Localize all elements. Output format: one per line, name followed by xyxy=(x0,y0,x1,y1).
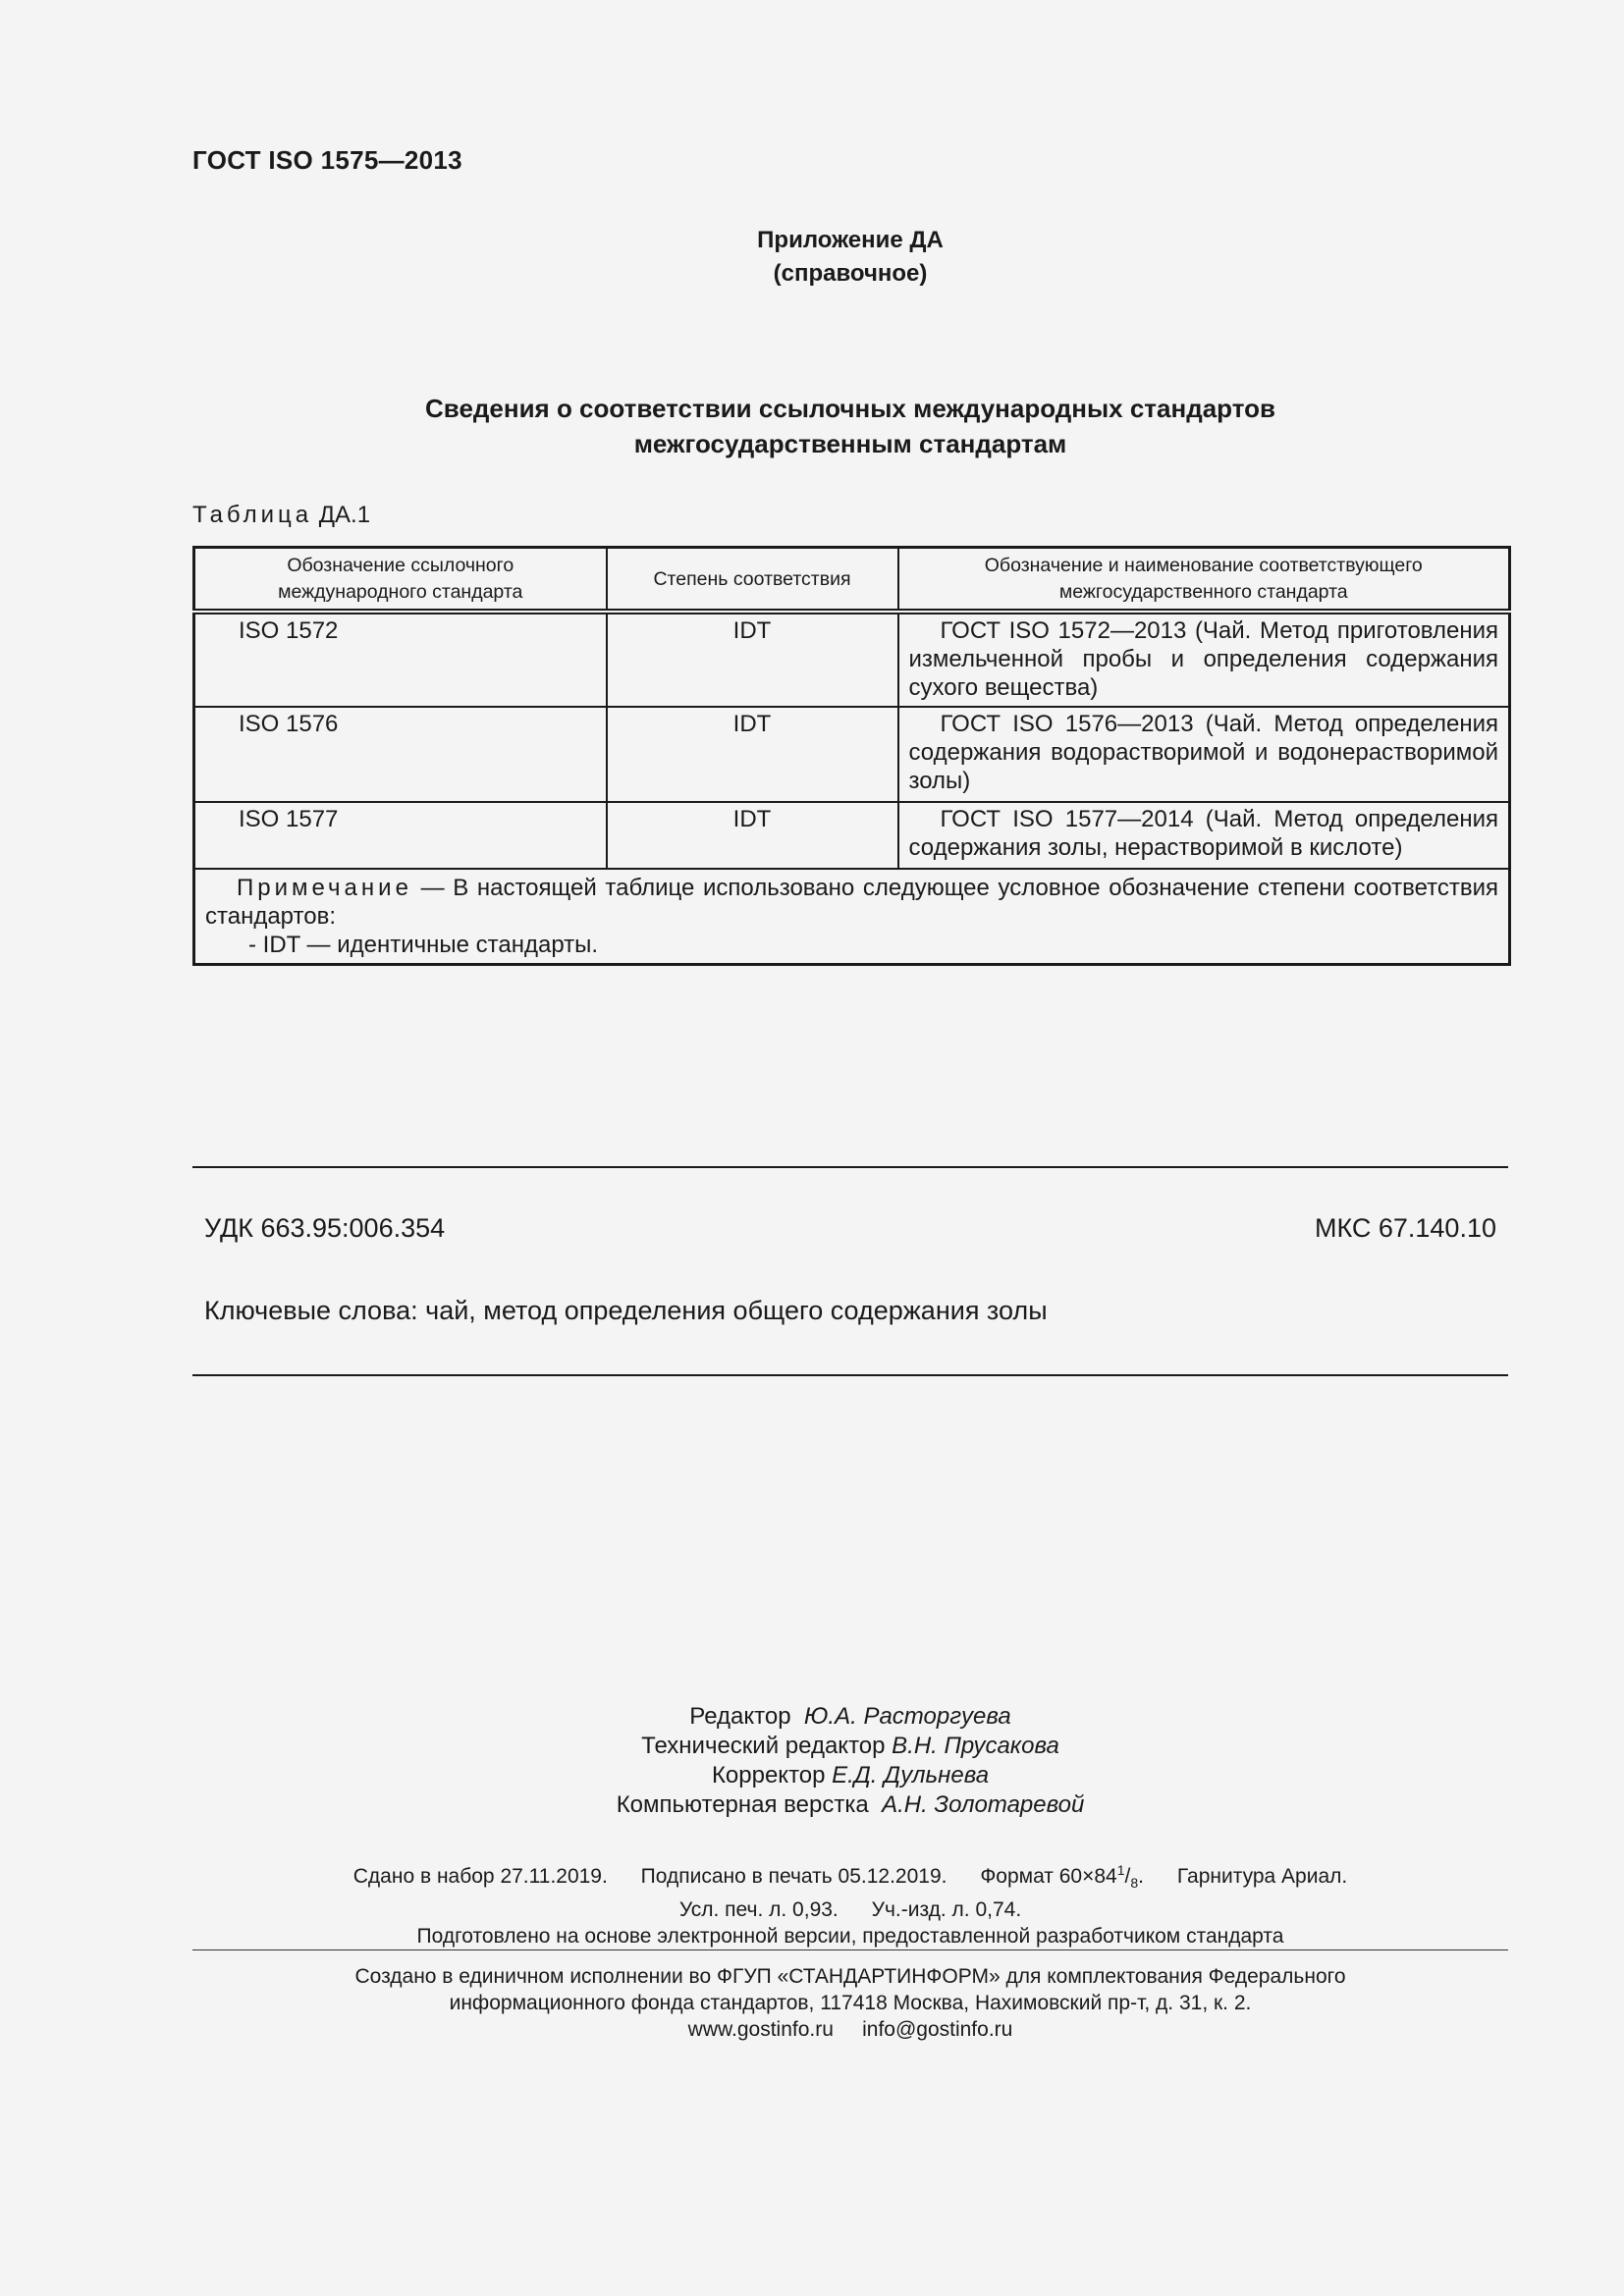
annex-subtitle: (справочное) xyxy=(773,260,928,287)
imprint-pub-sheets: Уч.-изд. л. 0,74. xyxy=(871,1898,1022,1922)
imprint-submitted: Сдано в набор 27.11.2019. xyxy=(352,1865,608,1888)
email-link[interactable]: info@gostinfo.ru xyxy=(862,2018,1013,2041)
cell-degree: IDT xyxy=(607,707,898,802)
column-header-line: международного стандарта xyxy=(278,581,523,603)
credit-name: Ю.А. Расторгуева xyxy=(803,1703,1011,1730)
imprint-format-denominator: 8 xyxy=(1130,1875,1139,1892)
column-header-line: Степень соответствия xyxy=(653,567,851,590)
mks-code: МКС 67.140.10 xyxy=(1314,1213,1496,1243)
note-item: - IDT — идентичные стандарты. xyxy=(248,932,599,958)
credit-line xyxy=(192,1732,1508,1761)
imprint xyxy=(192,1857,1508,1949)
column-header-line: Обозначение ссылочного xyxy=(287,555,514,576)
section-title-line2: межгосударственным стандартам xyxy=(633,429,1067,458)
imprint-line-1 xyxy=(192,1857,1508,1896)
credit-name: В.Н. Прусакова xyxy=(892,1733,1059,1759)
imprint-font: Гарнитура Ариал. xyxy=(1176,1865,1348,1888)
udk-code: УДК 663.95:006.354 xyxy=(204,1213,446,1243)
imprint-signed: Подписано в печать 05.12.2019. xyxy=(640,1865,947,1888)
cell-degree: IDT xyxy=(607,612,898,707)
table-row xyxy=(194,707,1510,802)
table-caption-number: ДА.1 xyxy=(318,502,371,528)
credit-name: А.Н. Золотаревой xyxy=(882,1791,1085,1818)
section-title-line1: Сведения о соответствии ссылочных международных стандартов xyxy=(425,394,1275,423)
annex-title: Приложение ДА xyxy=(757,227,944,253)
table-caption-word: Таблица xyxy=(192,502,313,528)
column-header-degree xyxy=(607,548,898,613)
annex-heading xyxy=(192,224,1508,291)
cell-national-standard: ГОСТ ISO 1572—2013 (Чай. Метод приготовления измельченной пробы и определения содержания сухого вещества) xyxy=(898,612,1510,707)
section-title xyxy=(192,391,1508,461)
table-note xyxy=(194,869,1510,965)
imprint-format-numerator: 1 xyxy=(1116,1862,1125,1878)
note-text-line xyxy=(205,874,1498,931)
website-link[interactable]: www.gostinfo.ru xyxy=(687,2018,834,2041)
table-note-row xyxy=(194,869,1510,965)
credit-role: Компьютерная верстка xyxy=(616,1791,869,1818)
divider-bottom xyxy=(192,1374,1508,1376)
cell-intl-standard: ISO 1572 xyxy=(194,612,607,707)
column-header-line: Обозначение и наименование соответствующего xyxy=(984,555,1423,576)
divider-imprint xyxy=(192,1949,1508,1950)
created-line-2: информационного фонда стандартов, 117418 Москва, Нахимовский пр-т, д. 31, к. 2. xyxy=(449,1992,1252,2014)
cell-intl-standard: ISO 1576 xyxy=(194,707,607,802)
correspondence-table xyxy=(192,546,1511,966)
cell-degree: IDT xyxy=(607,802,898,869)
document-code: ГОСТ ISO 1575—2013 xyxy=(192,145,462,175)
column-header-national-standard xyxy=(898,548,1510,613)
credit-name: Е.Д. Дульнева xyxy=(832,1762,990,1789)
imprint-format-suffix: . xyxy=(1138,1865,1145,1888)
created-contacts xyxy=(192,2016,1508,2043)
imprint-sheets: Усл. печ. л. 0,93. xyxy=(678,1898,839,1922)
table-header-row xyxy=(194,548,1510,613)
keywords: Ключевые слова: чай, метод определения общего содержания золы xyxy=(204,1296,1048,1325)
column-header-intl-standard xyxy=(194,548,607,613)
imprint-format-prefix: Формат 60×84 xyxy=(980,1865,1117,1888)
created-info xyxy=(192,1963,1508,2043)
table-row xyxy=(194,612,1510,707)
imprint-prepared: Подготовлено на основе электронной версии, предоставленной разработчиком стандарта xyxy=(416,1925,1284,1949)
credit-role: Корректор xyxy=(711,1762,826,1789)
cell-national-standard: ГОСТ ISO 1577—2014 (Чай. Метод определения содержания золы, нерастворимой в кислоте) xyxy=(898,802,1510,869)
table-caption xyxy=(192,502,370,529)
imprint-line-2 xyxy=(192,1896,1508,1923)
note-label: Примечание xyxy=(237,875,412,901)
created-line-1: Создано в единичном исполнении во ФГУП «СТАНДАРТИНФОРМ» для комплектования Федерального xyxy=(354,1965,1346,1988)
credit-role: Технический редактор xyxy=(641,1733,886,1759)
credit-role: Редактор xyxy=(689,1703,791,1730)
credits xyxy=(192,1702,1508,1820)
cell-national-standard: ГОСТ ISO 1576—2013 (Чай. Метод определения содержания водорастворимой и водонерастворимой золы) xyxy=(898,707,1510,802)
divider-top xyxy=(192,1166,1508,1168)
credit-line xyxy=(192,1790,1508,1820)
credit-line xyxy=(192,1761,1508,1790)
column-header-line: межгосударственного стандарта xyxy=(1058,581,1348,603)
imprint-format: Формат $60\times 84^1/_8$. xyxy=(980,1862,1145,1892)
credit-line xyxy=(192,1702,1508,1732)
cell-intl-standard: ISO 1577 xyxy=(194,802,607,869)
note-text: — В настоящей таблице использовано следующее условное обозначение степени соответствия стандартов: xyxy=(205,875,1498,930)
table-row xyxy=(194,802,1510,869)
